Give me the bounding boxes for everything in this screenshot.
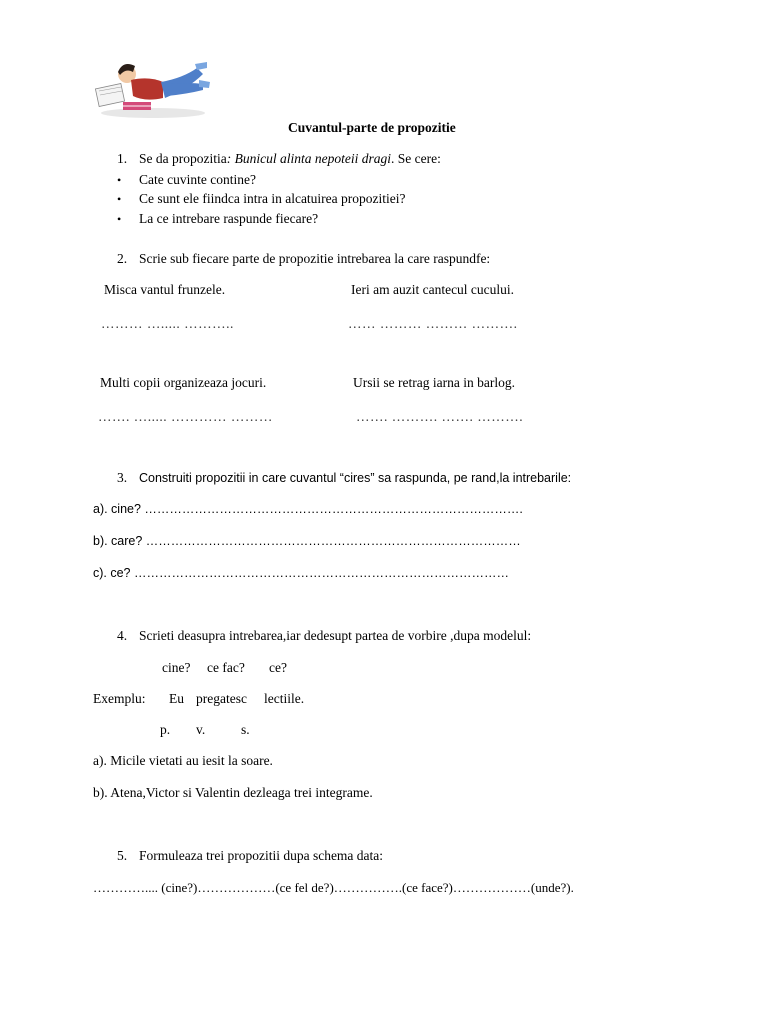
exercise-1-bullet-1: Cate cuvinte contine? (139, 172, 256, 187)
exercise-2-sentence-1: Misca vantul frunzele. (104, 282, 226, 297)
bullet-3: • (117, 212, 122, 226)
exercise-1-lead: Se da propozitia (139, 151, 227, 166)
exercise-4-text: Scrieti deasupra intrebarea,iar dedesupt partea de vorbire ,dupa modelul: (139, 628, 532, 643)
exercise-2-answer-line-2[interactable]: …… ……… ……… ………. (348, 316, 518, 331)
exercise-1-text (139, 151, 441, 167)
example-word-3: lectiile. (264, 691, 305, 706)
model-question-1: cine? (162, 660, 191, 675)
worksheet-title: Cuvantul-parte de propozitie (288, 120, 456, 135)
exercise-2-number: 2. (117, 251, 128, 266)
exercise-2-sentence-4: Ursii se retrag iarna in barlog. (353, 375, 515, 390)
bullet-1: • (117, 173, 122, 187)
exercise-5-schema[interactable]: ………….... (cine?)………………(ce fel de?)…………….(ce face?)………………(unde?). (93, 880, 574, 895)
exercise-3-answer-a[interactable]: a). cine? ………………………………………………………………………………. (93, 502, 523, 516)
exercise-1-number: 1. (117, 151, 128, 166)
exercise-2-sentence-3: Multi copii organizeaza jocuri. (100, 375, 267, 390)
example-word-2: pregatesc (196, 691, 247, 706)
exercise-1-sentence: : Bunicul alinta nepoteii dragi (226, 151, 391, 166)
exercise-4-item-b: b). Atena,Victor si Valentin dezleaga trei integrame. (93, 785, 373, 800)
model-question-2: ce fac? (207, 660, 245, 675)
exercise-2-answer-line-1[interactable]: ……… …..... ……….. (101, 316, 234, 331)
exercise-2-sentence-2: Ieri am auzit cantecul cucului. (351, 282, 515, 297)
exercise-5-number: 5. (117, 848, 128, 863)
example-word-1: Eu (169, 691, 184, 706)
part-of-speech-1: p. (160, 722, 171, 737)
exercise-2-text: Scrie sub fiecare parte de propozitie intrebarea la care raspundfe: (139, 251, 491, 266)
exercise-1-bullet-3: La ce intrebare raspunde fiecare? (139, 211, 319, 226)
example-label: Exemplu: (93, 691, 146, 706)
exercise-2-answer-line-4[interactable]: ……. ………. ……. ………. (356, 409, 524, 424)
exercise-4-number: 4. (117, 628, 128, 643)
model-question-3: ce? (269, 660, 287, 675)
bullet-2: • (117, 192, 122, 206)
part-of-speech-2: v. (196, 722, 206, 737)
exercise-1-bullet-2: Ce sunt ele fiindca intra in alcatuirea propozitiei? (139, 191, 406, 206)
exercise-3-text: Construiti propozitii in care cuvantul “cires” sa raspunda, pe rand,la intrebarile: (139, 471, 572, 485)
exercise-1-tail: . Se cere: (390, 151, 441, 166)
exercise-5-text: Formuleaza trei propozitii dupa schema data: (139, 848, 384, 863)
exercise-3-number: 3. (117, 470, 128, 485)
exercise-3-answer-b[interactable]: b). care? ……………………………………………………………………………… (93, 534, 521, 548)
exercise-4-item-a: a). Micile vietati au iesit la soare. (93, 753, 273, 768)
exercise-3-answer-c[interactable]: c). ce? ……………………………………………………………………………… (93, 566, 509, 580)
exercise-2-answer-line-3[interactable]: ……. …..... ………… ……… (98, 409, 273, 424)
part-of-speech-3: s. (241, 722, 250, 737)
child-reading-clipart (93, 58, 211, 120)
